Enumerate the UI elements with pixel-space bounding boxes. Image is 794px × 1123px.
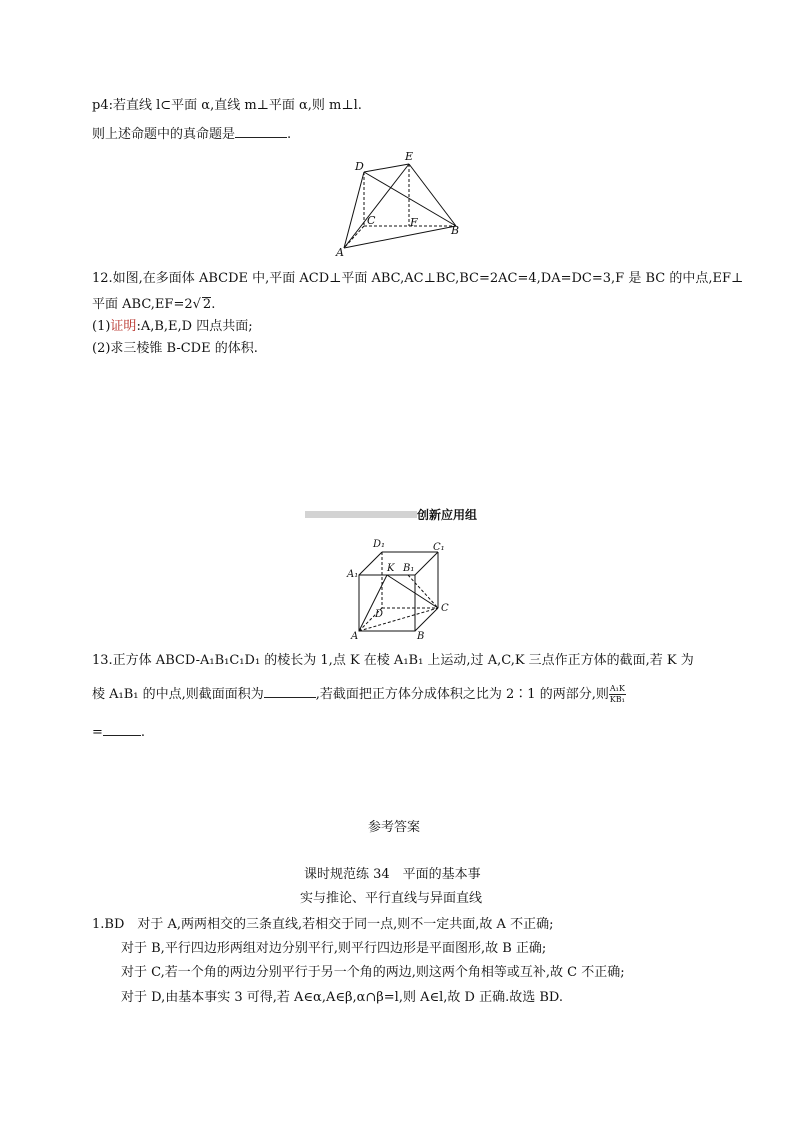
q13-line3-a: =	[92, 725, 103, 740]
label-B: B	[417, 631, 425, 642]
fraction-denominator: KB₁	[609, 695, 625, 704]
label-K: K	[387, 563, 395, 574]
q13-line1: 13.正方体 ABCD-A₁B₁C₁D₁ 的棱长为 1,点 K 在棱 A₁B₁ 上运动,过 A,C,K 三点作正方体的截面,若 K 为	[92, 653, 694, 668]
polyhedron-figure	[330, 150, 470, 260]
answer-blank	[264, 685, 316, 698]
answers-title-2: 实与推论、平行直线与异面直线	[300, 891, 483, 906]
answer-blank	[235, 125, 287, 138]
label-B1: B₁	[403, 563, 415, 574]
label-C: C	[441, 603, 449, 614]
q11-end: .	[287, 127, 292, 142]
section-bar	[305, 511, 417, 518]
q12-line2-end: .	[211, 297, 216, 312]
q12-line1: 12.如图,在多面体 ABCDE 中,平面 ACD⊥平面 ABC,AC⊥BC,BC=2AC=4,DA=DC=3,F 是 BC 的中点,EF⊥	[92, 271, 744, 286]
q13-line3-b: .	[140, 725, 146, 740]
answers-title-1: 课时规范练 34 平面的基本事	[304, 867, 481, 882]
q11-conclusion-text: 则上述命题中的真命题是	[92, 127, 236, 142]
edge-AB	[344, 226, 456, 248]
label-A: A	[351, 631, 359, 642]
answer-line-4: 对于 D,由基本事实 3 可得,若 A∈α,A∈β,α∩β=l,则 A∈l,故 D 正确.故选 BD.	[121, 990, 564, 1005]
q13-line2	[92, 685, 626, 704]
ratio-fraction	[609, 685, 626, 704]
edge-AK	[359, 575, 387, 631]
sqrt-symbol: √	[192, 297, 201, 312]
label-C: C	[367, 214, 376, 227]
q11-p4: p4:若直线 l⊂平面 α,直线 m⊥平面 α,则 m⊥l.	[92, 98, 362, 113]
edge-DE	[364, 164, 409, 172]
q12-part2: (2)求三棱锥 B-CDE 的体积.	[92, 341, 258, 356]
q12-line2-prefix: 平面 ABC,EF=2	[92, 297, 193, 312]
cube-figure	[345, 535, 455, 645]
q12-part1	[92, 320, 253, 333]
answers-heading: 参考答案	[368, 820, 421, 835]
edge-EA	[344, 164, 409, 248]
q13-line2-a: 棱 A₁B₁ 的中点,则截面面积为	[92, 687, 264, 702]
label-D: D	[355, 160, 364, 173]
answer-line-2: 对于 B,平行四边形两组对边分别平行,则平行四边形是平面图形,故 B 正确;	[121, 941, 547, 956]
proof-keyword: 证明	[110, 319, 137, 334]
q12-part1-rest: :A,B,E,D 四点共面;	[136, 319, 253, 334]
q13-line3	[92, 723, 145, 739]
fraction-numerator: A₁K	[609, 684, 625, 693]
answer-line-1: 1.BD 对于 A,两两相交的三条直线,若相交于同一点,则不一定共面,故 A 不正确;	[92, 917, 554, 932]
edge-DA	[344, 172, 364, 248]
section-title: 创新应用组	[417, 508, 478, 522]
q13-line2-b: ,若截面把正方体分成体积之比为 2∶1 的两部分,则	[315, 687, 609, 702]
label-D1: D₁	[373, 539, 386, 550]
label-D: D	[375, 609, 384, 620]
q12-part1-prefix: (1)	[92, 319, 111, 334]
edge-B1C1	[415, 552, 438, 575]
sqrt-radicand: 2	[202, 297, 212, 312]
edge-A1D1	[359, 552, 382, 575]
label-B: B	[451, 224, 460, 237]
q12-line2	[92, 297, 215, 311]
label-E: E	[405, 150, 414, 163]
label-F: F	[410, 216, 418, 229]
label-A: A	[336, 246, 344, 259]
q11-conclusion	[92, 125, 291, 141]
label-A1: A₁	[347, 569, 359, 580]
label-C1: C₁	[433, 542, 445, 553]
answer-line-3: 对于 C,若一个角的两边分别平行于另一个角的两边,则这两个角相等或互补,故 C 不正确;	[121, 965, 625, 980]
answer-blank	[103, 723, 141, 736]
